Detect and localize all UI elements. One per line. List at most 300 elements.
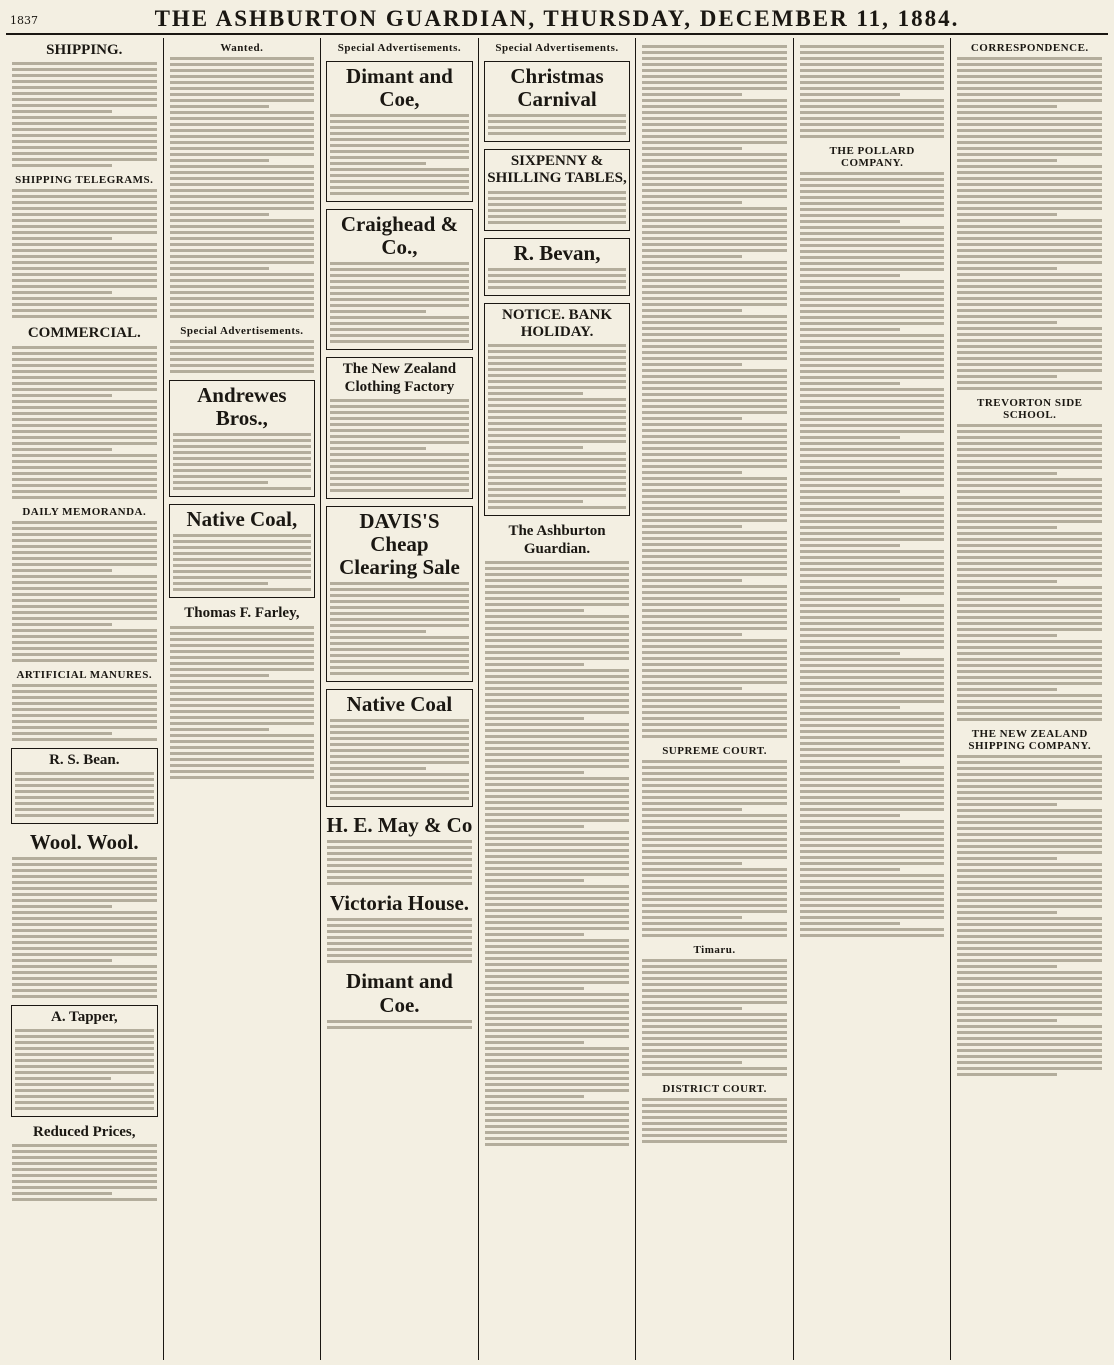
illegible-body-text (956, 424, 1103, 721)
illegible-body-text (14, 772, 155, 817)
text-line-placeholder (327, 840, 472, 843)
text-line-placeholder (957, 616, 1102, 619)
text-line-placeholder (170, 680, 315, 683)
text-line-placeholder (485, 705, 630, 708)
text-line-placeholder (800, 874, 945, 877)
text-line-placeholder (485, 579, 630, 582)
text-line-placeholder (957, 598, 1102, 601)
text-line-placeholder (957, 1067, 1102, 1070)
text-line-placeholder (642, 1104, 787, 1107)
text-line-placeholder (173, 433, 312, 436)
text-line-placeholder (957, 827, 1102, 830)
text-line-placeholder (800, 820, 945, 823)
text-line-placeholder (485, 765, 630, 768)
text-line-placeholder (642, 1031, 787, 1034)
text-line-placeholder (957, 123, 1102, 126)
text-line-placeholder (800, 808, 945, 811)
illegible-body-text (799, 172, 946, 937)
text-line-placeholder (800, 862, 945, 865)
text-line-placeholder (642, 790, 787, 793)
text-line-placeholder (957, 279, 1102, 282)
text-line-placeholder (330, 755, 469, 758)
text-line-placeholder (173, 457, 312, 460)
text-line-placeholder (957, 261, 1102, 264)
text-line-placeholder (485, 621, 630, 624)
text-line-placeholder (170, 207, 315, 210)
text-line-placeholder (642, 705, 787, 708)
text-line-placeholder (800, 748, 945, 751)
text-line-placeholder (12, 430, 157, 433)
text-line-placeholder (488, 203, 627, 206)
text-line-placeholder (800, 550, 945, 553)
text-line-placeholder (330, 477, 469, 480)
section-heading: Timaru. (693, 944, 736, 956)
text-line-placeholder (642, 69, 787, 72)
text-line-placeholder (957, 550, 1102, 553)
text-line-placeholder (642, 309, 742, 312)
text-line-placeholder (642, 447, 787, 450)
text-line-placeholder (485, 933, 585, 936)
text-line-placeholder (642, 411, 787, 414)
section-heading: Native Coal (346, 692, 453, 717)
text-line-placeholder (642, 1098, 787, 1101)
text-line-placeholder (330, 162, 426, 165)
text-line-placeholder (800, 490, 900, 493)
text-line-placeholder (642, 844, 787, 847)
text-line-placeholder (957, 1037, 1102, 1040)
text-line-placeholder (15, 1101, 154, 1104)
text-line-placeholder (327, 954, 472, 957)
text-line-placeholder (170, 728, 270, 731)
text-line-placeholder (327, 1026, 472, 1029)
text-line-placeholder (485, 711, 630, 714)
text-line-placeholder (800, 754, 945, 757)
text-line-placeholder (12, 237, 112, 240)
text-line-placeholder (642, 971, 787, 974)
text-line-placeholder (642, 1055, 787, 1058)
text-line-placeholder (485, 999, 630, 1002)
text-line-placeholder (12, 442, 157, 445)
text-line-placeholder (485, 687, 630, 690)
text-line-placeholder (800, 117, 945, 120)
text-line-placeholder (957, 773, 1102, 776)
text-line-placeholder (330, 465, 469, 468)
text-line-placeholder (957, 339, 1102, 342)
illegible-body-text (169, 340, 316, 373)
text-line-placeholder (485, 1071, 630, 1074)
text-line-placeholder (957, 797, 1102, 800)
text-line-placeholder (12, 490, 157, 493)
text-line-placeholder (642, 219, 787, 222)
text-line-placeholder (642, 417, 742, 420)
text-line-placeholder (642, 1116, 787, 1119)
text-line-placeholder (12, 207, 157, 210)
text-line-placeholder (488, 452, 627, 455)
text-line-placeholder (957, 610, 1102, 613)
text-line-placeholder (800, 376, 945, 379)
text-line-placeholder (957, 327, 1102, 330)
text-line-placeholder (957, 243, 1102, 246)
newspaper-column (479, 38, 637, 1360)
text-line-placeholder (485, 993, 630, 996)
text-line-placeholder (12, 261, 157, 264)
text-line-placeholder (12, 551, 157, 554)
text-line-placeholder (170, 674, 270, 677)
section-heading: TREVORTON SIDE SCHOOL. (976, 397, 1083, 421)
article-section (956, 42, 1103, 390)
advertisement (484, 149, 631, 231)
text-line-placeholder (170, 219, 315, 222)
advertisement (326, 209, 473, 350)
text-line-placeholder (642, 111, 787, 114)
text-line-placeholder (800, 388, 945, 391)
text-line-placeholder (642, 633, 742, 636)
text-line-placeholder (800, 652, 900, 655)
text-line-placeholder (957, 69, 1102, 72)
text-line-placeholder (642, 129, 787, 132)
text-line-placeholder (642, 1001, 787, 1004)
text-line-placeholder (485, 1125, 630, 1128)
text-line-placeholder (485, 975, 630, 978)
article-section (11, 1124, 158, 1201)
text-line-placeholder (170, 273, 315, 276)
text-line-placeholder (800, 418, 945, 421)
text-line-placeholder (800, 610, 945, 613)
text-line-placeholder (485, 1077, 630, 1080)
text-line-placeholder (485, 819, 630, 822)
text-line-placeholder (957, 460, 1102, 463)
text-line-placeholder (12, 875, 157, 878)
text-line-placeholder (957, 448, 1102, 451)
text-line-placeholder (957, 387, 1102, 390)
text-line-placeholder (642, 57, 787, 60)
text-line-placeholder (800, 814, 900, 817)
text-line-placeholder (642, 1134, 787, 1137)
text-line-placeholder (12, 732, 112, 735)
text-line-placeholder (485, 723, 630, 726)
text-line-placeholder (485, 927, 630, 930)
text-line-placeholder (12, 394, 112, 397)
text-line-placeholder (957, 424, 1102, 427)
text-line-placeholder (957, 526, 1057, 529)
text-line-placeholder (957, 983, 1102, 986)
text-line-placeholder (15, 1047, 154, 1050)
text-line-placeholder (642, 693, 787, 696)
text-line-placeholder (12, 611, 157, 614)
text-line-placeholder (800, 328, 900, 331)
text-line-placeholder (170, 285, 315, 288)
text-line-placeholder (330, 310, 426, 313)
article-section (641, 745, 788, 937)
text-line-placeholder (485, 567, 630, 570)
text-line-placeholder (330, 483, 469, 486)
text-line-placeholder (957, 1049, 1102, 1052)
text-line-placeholder (12, 563, 157, 566)
text-line-placeholder (800, 532, 945, 535)
text-line-placeholder (12, 647, 157, 650)
text-line-placeholder (642, 543, 787, 546)
text-line-placeholder (642, 959, 787, 962)
text-line-placeholder (12, 696, 157, 699)
text-line-placeholder (642, 369, 787, 372)
text-line-placeholder (642, 874, 787, 877)
text-line-placeholder (957, 315, 1102, 318)
text-line-placeholder (957, 929, 1102, 932)
text-line-placeholder (485, 1095, 585, 1098)
text-line-placeholder (485, 585, 630, 588)
text-line-placeholder (642, 171, 787, 174)
text-line-placeholder (12, 472, 157, 475)
text-line-placeholder (170, 267, 270, 270)
text-line-placeholder (642, 477, 787, 480)
text-line-placeholder (642, 729, 787, 732)
text-line-placeholder (642, 627, 787, 630)
text-line-placeholder (485, 837, 630, 840)
text-line-placeholder (957, 321, 1057, 324)
text-line-placeholder (800, 430, 945, 433)
text-line-placeholder (15, 802, 154, 805)
text-line-placeholder (485, 717, 585, 720)
text-line-placeholder (642, 51, 787, 54)
section-heading: THE POLLARD COMPANY. (829, 145, 915, 169)
text-line-placeholder (957, 809, 1102, 812)
text-line-placeholder (642, 585, 787, 588)
text-line-placeholder (170, 147, 315, 150)
text-line-placeholder (642, 63, 787, 66)
text-line-placeholder (485, 957, 630, 960)
text-line-placeholder (12, 911, 157, 914)
text-line-placeholder (642, 820, 787, 823)
text-line-placeholder (330, 132, 469, 135)
illegible-body-text (956, 57, 1103, 390)
advertisement (169, 380, 316, 497)
text-line-placeholder (12, 243, 157, 246)
text-line-placeholder (330, 606, 469, 609)
text-line-placeholder (642, 826, 787, 829)
text-line-placeholder (957, 249, 1102, 252)
text-line-placeholder (642, 81, 787, 84)
text-line-placeholder (800, 778, 945, 781)
text-line-placeholder (485, 603, 630, 606)
text-line-placeholder (800, 292, 945, 295)
text-line-placeholder (330, 174, 469, 177)
illegible-body-text (326, 1020, 473, 1029)
text-line-placeholder (327, 1020, 472, 1023)
text-line-placeholder (642, 405, 787, 408)
text-line-placeholder (485, 825, 585, 828)
text-line-placeholder (485, 1059, 630, 1062)
illegible-body-text (169, 626, 316, 779)
text-line-placeholder (330, 582, 469, 585)
text-line-placeholder (485, 729, 630, 732)
text-line-placeholder (330, 630, 426, 633)
text-line-placeholder (800, 484, 945, 487)
text-line-placeholder (957, 496, 1102, 499)
text-line-placeholder (12, 424, 157, 427)
text-line-placeholder (170, 346, 315, 349)
text-line-placeholder (12, 857, 157, 860)
text-line-placeholder (642, 255, 742, 258)
section-heading: DISTRICT COURT. (662, 1083, 767, 1095)
text-line-placeholder (957, 225, 1102, 228)
text-line-placeholder (12, 110, 112, 113)
text-line-placeholder (957, 81, 1102, 84)
text-line-placeholder (642, 237, 787, 240)
text-line-placeholder (642, 267, 787, 270)
text-line-placeholder (957, 514, 1102, 517)
text-line-placeholder (170, 63, 315, 66)
text-line-placeholder (485, 861, 630, 864)
text-line-placeholder (485, 1083, 630, 1086)
text-line-placeholder (330, 429, 469, 432)
text-line-placeholder (488, 422, 627, 425)
text-line-placeholder (642, 573, 787, 576)
text-line-placeholder (170, 309, 315, 312)
text-line-placeholder (488, 398, 627, 401)
text-line-placeholder (957, 785, 1102, 788)
text-line-placeholder (642, 675, 787, 678)
text-line-placeholder (485, 627, 630, 630)
text-line-placeholder (173, 558, 312, 561)
text-line-placeholder (12, 279, 157, 282)
text-line-placeholder (485, 759, 630, 762)
text-line-placeholder (488, 350, 627, 353)
text-line-placeholder (800, 670, 945, 673)
text-line-placeholder (485, 1101, 630, 1104)
text-line-placeholder (330, 435, 469, 438)
text-line-placeholder (173, 552, 312, 555)
text-line-placeholder (330, 334, 469, 337)
text-line-placeholder (800, 730, 945, 733)
text-line-placeholder (173, 463, 312, 466)
text-line-placeholder (12, 581, 157, 584)
text-line-placeholder (957, 165, 1102, 168)
advertisement (326, 506, 473, 682)
text-line-placeholder (642, 597, 787, 600)
text-line-placeholder (15, 1107, 154, 1110)
text-line-placeholder (800, 93, 900, 96)
text-line-placeholder (485, 669, 630, 672)
text-line-placeholder (642, 297, 787, 300)
text-line-placeholder (800, 592, 945, 595)
text-line-placeholder (12, 708, 157, 711)
text-line-placeholder (957, 75, 1102, 78)
article-section (169, 42, 316, 318)
text-line-placeholder (170, 758, 315, 761)
text-line-placeholder (800, 298, 945, 301)
text-line-placeholder (800, 880, 945, 883)
text-line-placeholder (12, 285, 157, 288)
text-line-placeholder (330, 767, 426, 770)
section-heading: R. Bevan, (513, 240, 601, 265)
text-line-placeholder (800, 640, 945, 643)
text-line-placeholder (330, 749, 469, 752)
text-line-placeholder (330, 773, 469, 776)
text-line-placeholder (485, 609, 585, 612)
section-heading: Victoria House. (329, 891, 470, 916)
text-line-placeholder (327, 960, 472, 963)
text-line-placeholder (957, 682, 1102, 685)
text-line-placeholder (170, 722, 315, 725)
text-line-placeholder (327, 918, 472, 921)
text-line-placeholder (173, 582, 269, 585)
text-line-placeholder (800, 634, 945, 637)
section-heading: CORRESPONDENCE. (970, 42, 1089, 54)
text-line-placeholder (485, 1065, 630, 1068)
text-line-placeholder (330, 471, 469, 474)
text-line-placeholder (12, 720, 157, 723)
text-line-placeholder (800, 934, 945, 937)
text-line-placeholder (800, 244, 945, 247)
article-section (169, 325, 316, 373)
text-line-placeholder (642, 1128, 787, 1131)
text-line-placeholder (12, 370, 157, 373)
advertisement (484, 303, 631, 517)
text-line-placeholder (957, 640, 1102, 643)
text-line-placeholder (12, 995, 157, 998)
text-line-placeholder (485, 591, 630, 594)
newspaper-column (6, 38, 164, 1360)
text-line-placeholder (957, 129, 1102, 132)
text-line-placeholder (642, 1061, 742, 1064)
text-line-placeholder (12, 905, 112, 908)
text-line-placeholder (800, 202, 945, 205)
text-line-placeholder (12, 436, 157, 439)
text-line-placeholder (800, 304, 945, 307)
text-line-placeholder (642, 483, 787, 486)
text-line-placeholder (800, 424, 945, 427)
text-line-placeholder (330, 298, 469, 301)
text-line-placeholder (800, 472, 945, 475)
text-line-placeholder (800, 466, 945, 469)
text-line-placeholder (12, 1174, 157, 1177)
text-line-placeholder (957, 911, 1057, 914)
text-line-placeholder (957, 941, 1102, 944)
text-line-placeholder (642, 796, 787, 799)
text-line-placeholder (800, 658, 945, 661)
text-line-placeholder (170, 716, 315, 719)
page-number: 1837 (10, 14, 38, 27)
text-line-placeholder (800, 460, 945, 463)
text-line-placeholder (957, 592, 1102, 595)
text-line-placeholder (642, 453, 787, 456)
text-line-placeholder (957, 718, 1102, 721)
illegible-body-text (11, 189, 158, 318)
text-line-placeholder (327, 858, 472, 861)
text-line-placeholder (642, 1037, 787, 1040)
text-line-placeholder (642, 735, 787, 738)
text-line-placeholder (642, 123, 787, 126)
text-line-placeholder (12, 382, 157, 385)
text-line-placeholder (12, 1150, 157, 1153)
text-line-placeholder (642, 393, 787, 396)
text-line-placeholder (642, 351, 787, 354)
text-line-placeholder (957, 153, 1102, 156)
text-line-placeholder (642, 886, 787, 889)
text-line-placeholder (170, 153, 315, 156)
section-heading: Special Advertisements. (495, 42, 619, 54)
illegible-body-text (14, 1029, 155, 1110)
text-line-placeholder (957, 201, 1102, 204)
text-line-placeholder (957, 57, 1102, 60)
text-line-placeholder (330, 779, 469, 782)
text-line-placeholder (485, 1023, 630, 1026)
text-line-placeholder (642, 711, 787, 714)
text-line-placeholder (800, 87, 945, 90)
article-section (799, 45, 946, 138)
text-line-placeholder (485, 969, 630, 972)
text-line-placeholder (642, 249, 787, 252)
